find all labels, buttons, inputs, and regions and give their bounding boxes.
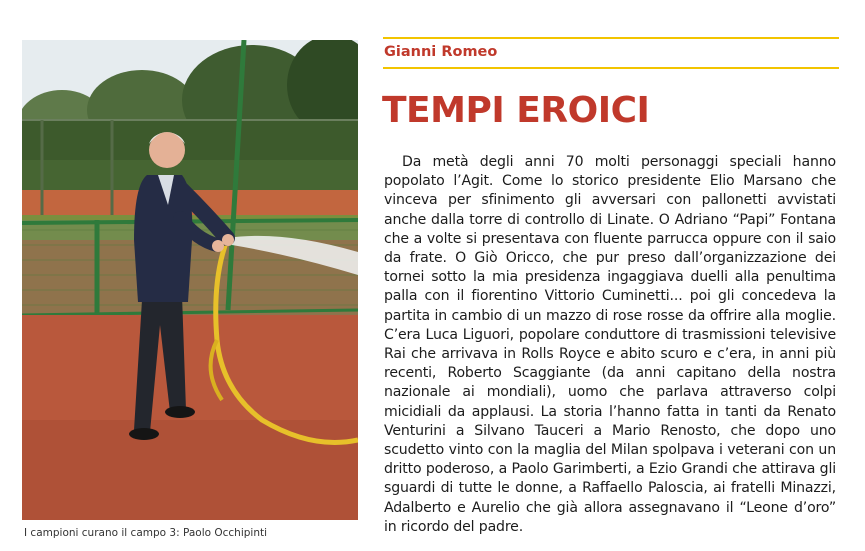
photo-caption: I campioni curano il campo 3: Paolo Occhipinti: [24, 527, 268, 539]
header-rule-top: [383, 37, 839, 39]
header-rule-bottom: [383, 67, 839, 69]
article-body: Da metà degli anni 70 molti personaggi speciali hanno popolato l’Agit. Come lo storico presidente Elio Marsano che vinceva per sfinimento gli avversari con pallonetti avvistati anche dalla torre di controllo di Linate. O Adriano “Papi” Fontana che a volte si presentava con fluente parrucca oppure con il saio da frate. O Giò Oricco, che pur preso dall’organizzazione dei tornei sotto la mia presidenza ingaggiava duelli alla penultima palla con il fiorentino Vittorio Cuminetti... poi gli concedeva la partita in cambio di un mazzo di rose rosse da offrire alla moglie. C’era Luca Liguori, popolare conduttore di trasmissioni televisive Rai che arrivava in Rolls Royce e abito scuro e c’era, in anni più recenti, Roberto Scaggiante (da anni capitano della nostra nazionale ai mondiali), uomo che parlava attraverso colpi micidiali da applausi. La storia l’hanno fatta in tanti da Renato Venturini a Silvano Tauceri a Mario Renosto, che dopo uno scudetto vinto con la maglia del Milan spolpava i veterani con un dritto poderoso, a Paolo Garimberti, a Ezio Grandi che attirava gli sguardi di tutte le donne, a Raffaello Paloscia, ai fratelli Minazzi, Adalberto e Aurelio che già allora assegnavano il “Leone d’oro” in ricordo del padre.: [384, 154, 836, 535]
article-photo: [22, 40, 358, 520]
photo-illustration: [22, 40, 358, 520]
article-author: Gianni Romeo: [384, 44, 498, 60]
article-title: TEMPI EROICI: [382, 90, 650, 131]
